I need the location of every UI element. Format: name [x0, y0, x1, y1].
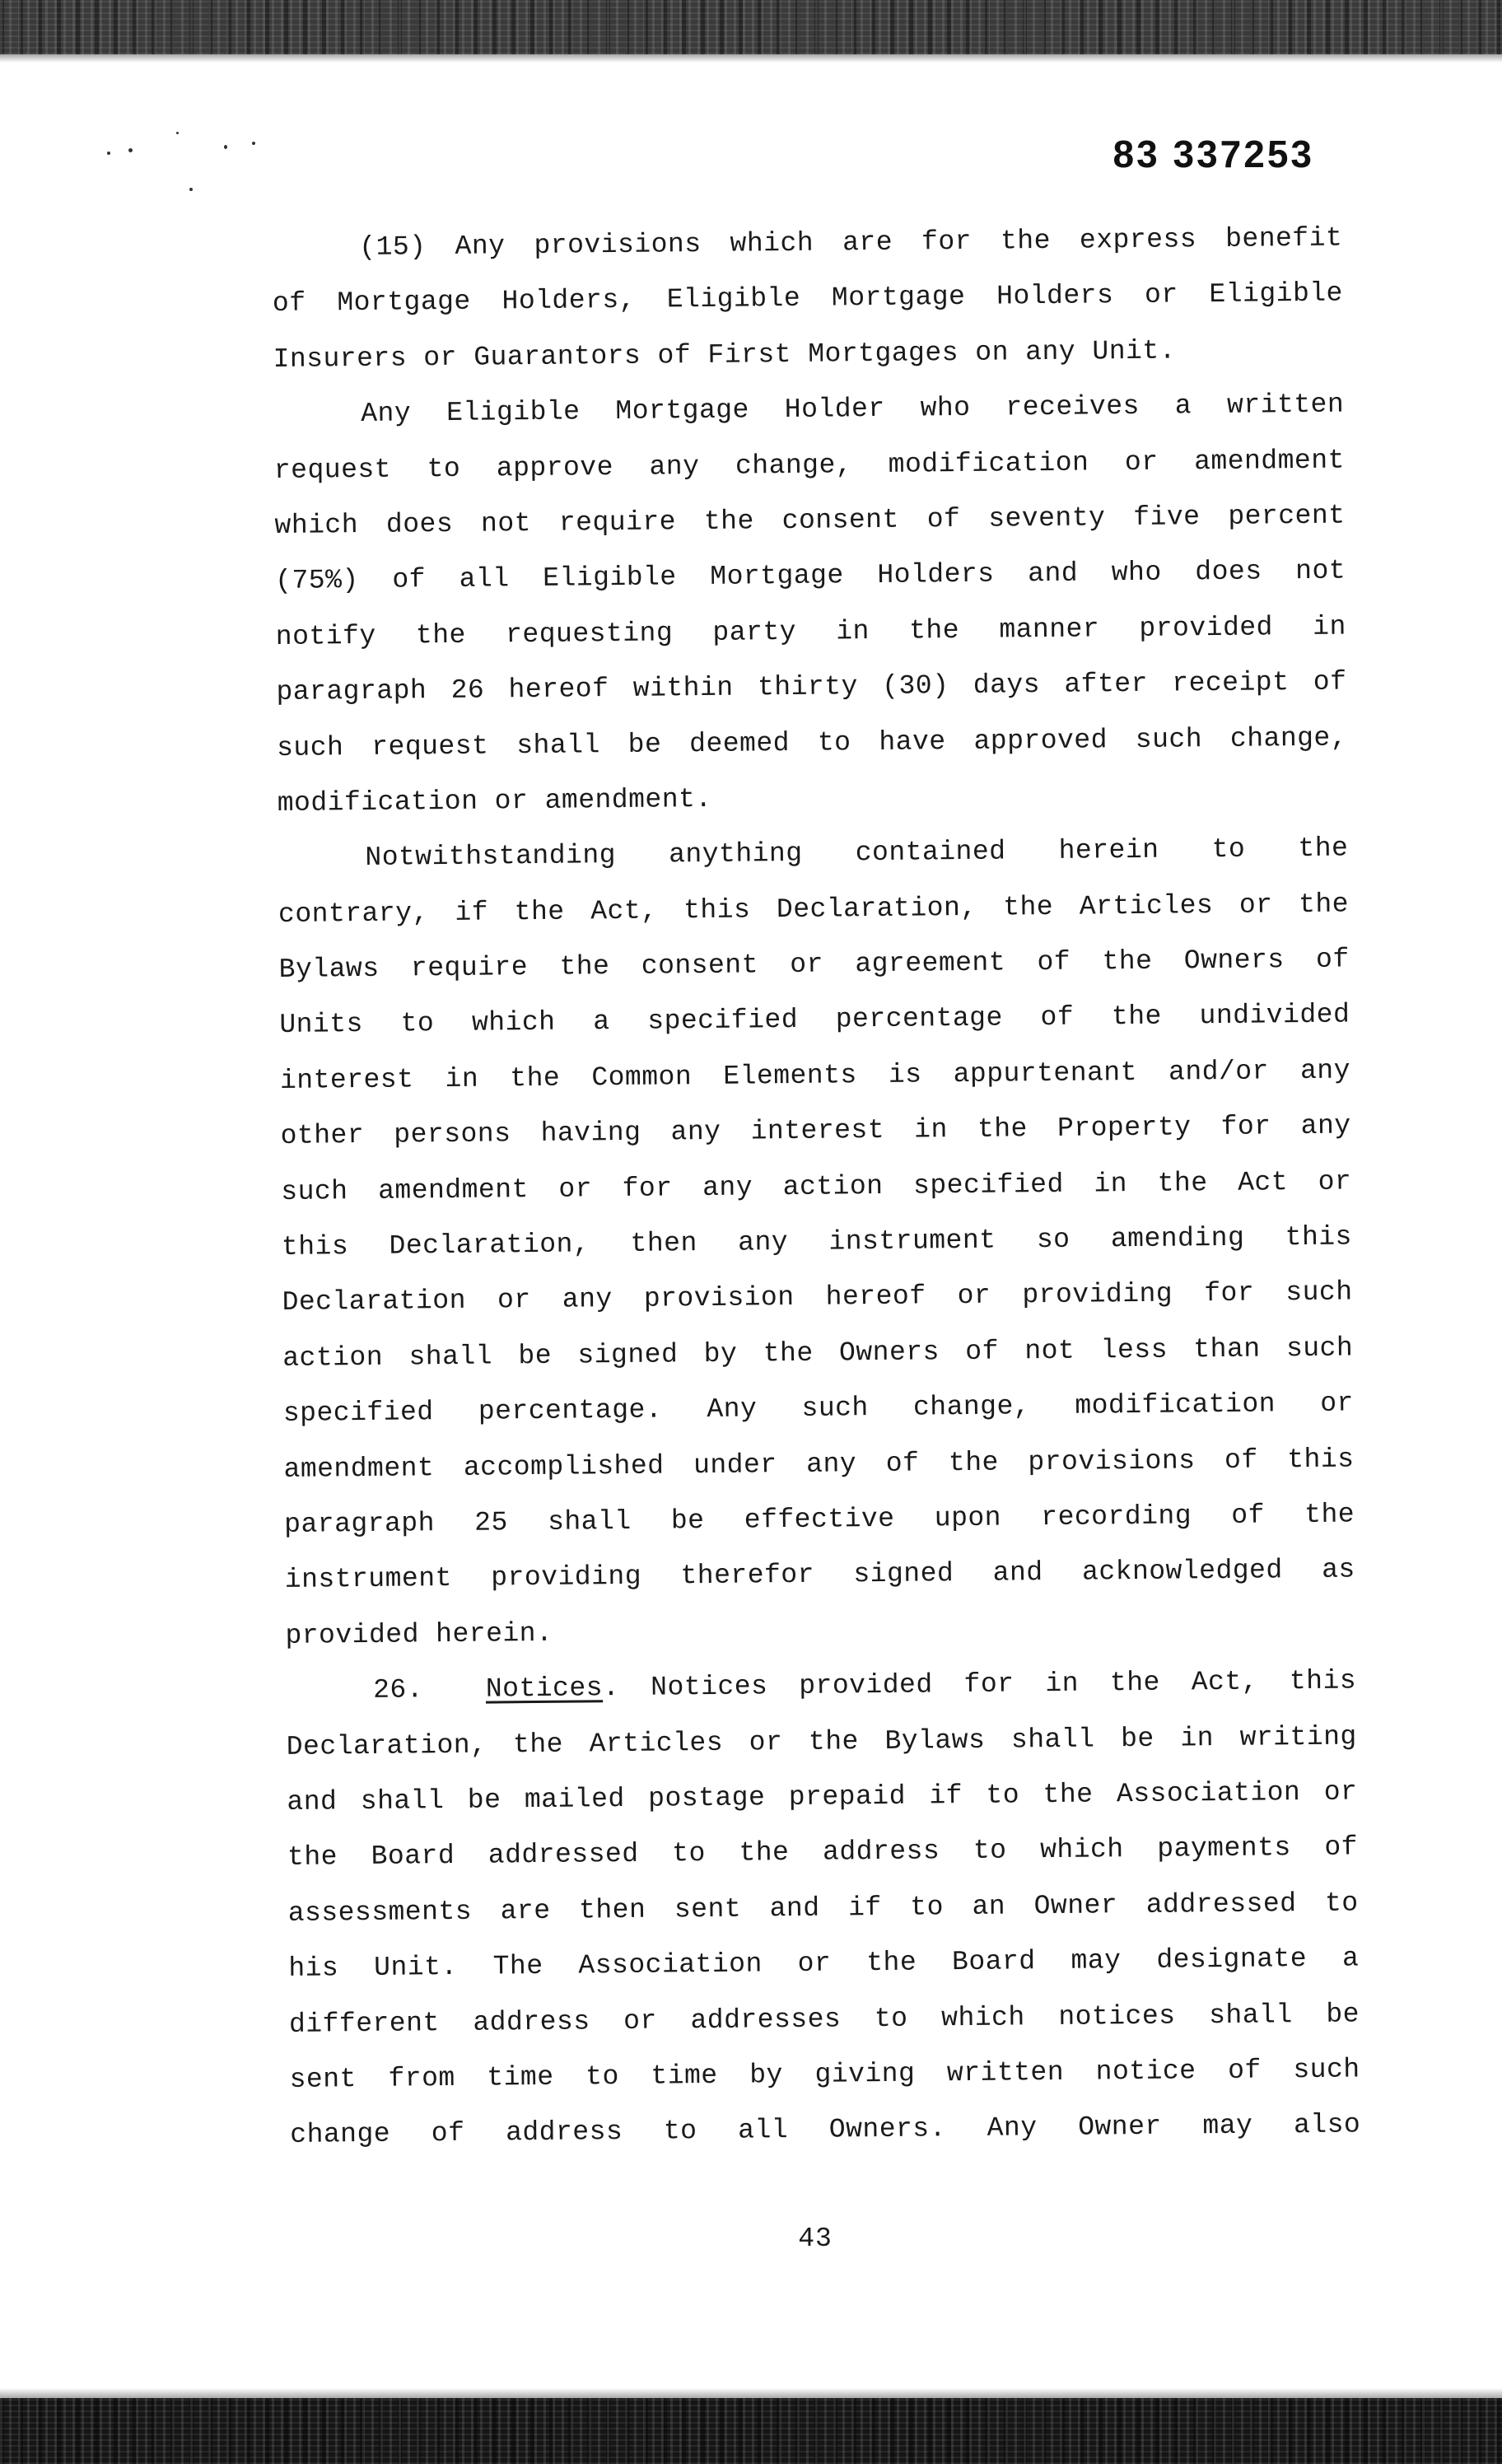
- text-line: paragraph 25 shall be effective upon recording of the: [284, 1499, 1355, 1540]
- text-line: of Mortgage Holders, Eligible Mortgage Holders or Eligible: [272, 278, 1344, 320]
- text-line: this Declaration, then any instrument so amending this: [281, 1221, 1353, 1262]
- section-heading-line: [286, 1654, 1357, 1720]
- text-line: sent from time to time by giving written notice of such: [289, 2054, 1360, 2095]
- scan-top-edge: [0, 0, 1502, 54]
- document-body: [272, 211, 1361, 2163]
- text-line: Bylaws require the consent or agreement of the Owners of: [278, 944, 1350, 986]
- text-line: and shall be mailed postage prepaid if to the Association or: [287, 1776, 1358, 1818]
- text-line: such amendment or for any action specified in the Act or: [281, 1166, 1352, 1207]
- text-line: Insurers or Guarantors of First Mortgages on any Unit.: [273, 335, 1177, 375]
- text-line: Units to which a specified percentage of the undivided: [279, 999, 1350, 1041]
- speck: [224, 145, 227, 149]
- section-heading: Notices: [485, 1673, 604, 1705]
- text-line: modification or amendment.: [277, 783, 712, 819]
- speck: [128, 148, 133, 152]
- text-line: notify the requesting party in the manner provided in: [275, 611, 1346, 652]
- text-line: contrary, if the Act, this Declaration, the Articles or the: [278, 889, 1350, 930]
- scan-specks: [107, 132, 272, 206]
- text-line: interest in the Common Elements is appurtenant and/or any: [279, 1055, 1351, 1096]
- text-line: other persons having any interest in the Property for any: [280, 1110, 1351, 1152]
- text-line: different address or addresses to which notices shall be: [288, 1998, 1360, 2040]
- scan-bottom-edge: [0, 2398, 1502, 2464]
- text-line: action shall be signed by the Owners of not less than such: [282, 1332, 1354, 1374]
- text-line: such request shall be deemed to have approved such change,: [276, 722, 1348, 763]
- text-line: paragraph 26 hereof within thirty (30) days after receipt of: [276, 666, 1347, 708]
- speck: [252, 142, 255, 145]
- section-heading-rest: . Notices provided for in the Act, this: [602, 1665, 1357, 1704]
- text-line: amendment accomplished under any of the provisions of this: [283, 1444, 1355, 1485]
- text-line: his Unit. The Association or the Board may designate a: [288, 1943, 1360, 1985]
- text-line: specified percentage. Any such change, modification or: [282, 1388, 1355, 1430]
- text-line: the Board addressed to the address to which payments of: [287, 1832, 1359, 1874]
- text-line: (75%) of all Eligible Mortgage Holders and who does not: [275, 555, 1346, 597]
- speck: [176, 132, 179, 134]
- text-line: change of address to all Owners. Any Owner may also: [290, 2109, 1361, 2151]
- text-line: instrument providing therefor signed and acknowledged as: [284, 1554, 1355, 1596]
- text-line: provided herein.: [285, 1617, 553, 1651]
- text-line: (15) Any provisions which are for the express benefit: [359, 222, 1343, 263]
- document-number: 83 337253: [1113, 133, 1314, 175]
- text-line: Declaration or any provision hereof or providing for such: [282, 1276, 1353, 1318]
- section-number: 26.: [372, 1674, 424, 1706]
- text-line: Any Eligible Mortgage Holder who receives a written: [361, 389, 1345, 430]
- text-line: Declaration, the Articles or the Bylaws shall be in writing: [286, 1720, 1357, 1762]
- text-line: request to approve any change, modification or amendment: [273, 445, 1346, 486]
- speck: [189, 188, 193, 191]
- text-line: which does not require the consent of seventy five percent: [274, 500, 1346, 541]
- page-number: 43: [798, 2224, 833, 2254]
- speck: [107, 152, 110, 155]
- text-line: Notwithstanding anything contained herein to the: [365, 833, 1349, 874]
- text-line: assessments are then sent and if to an Owner addressed to: [287, 1888, 1359, 1929]
